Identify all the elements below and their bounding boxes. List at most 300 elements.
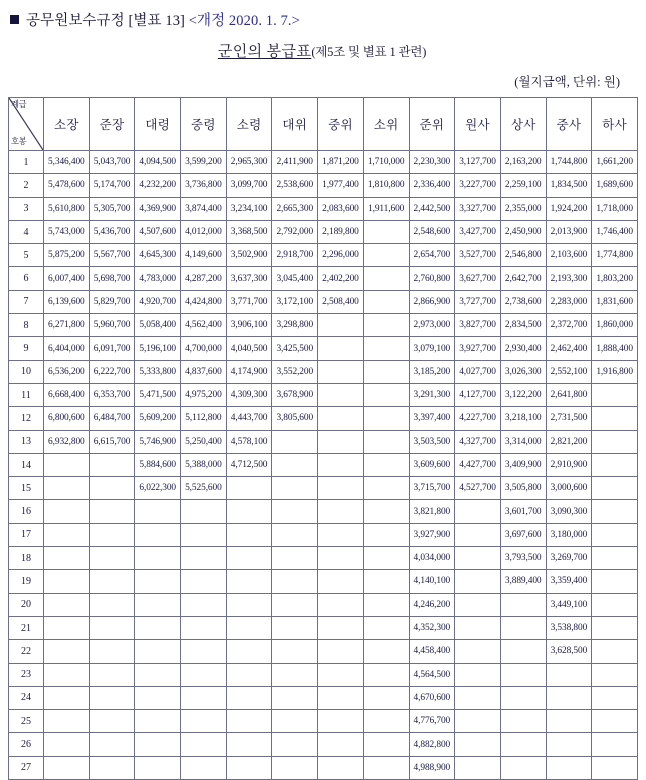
salary-cell-준장: 5,829,700	[89, 290, 135, 313]
salary-cell-소령: 3,637,300	[226, 267, 272, 290]
salary-cell-상사: 3,697,600	[500, 523, 546, 546]
salary-cell-중위	[318, 686, 364, 709]
table-row	[9, 290, 638, 313]
salary-cell-대위: 3,552,200	[272, 360, 318, 383]
salary-cell-중사: 2,552,100	[546, 360, 592, 383]
salary-cell-원사: 3,827,700	[455, 314, 501, 337]
salary-cell-소장	[44, 500, 90, 523]
salary-cell-준위: 4,776,700	[409, 710, 455, 733]
salary-cell-준장	[89, 686, 135, 709]
salary-cell-대령	[135, 523, 181, 546]
salary-cell-준위: 4,882,800	[409, 733, 455, 756]
salary-cell-준위: 2,654,700	[409, 244, 455, 267]
salary-cell-대위: 3,045,400	[272, 267, 318, 290]
column-header-8: 준위	[409, 98, 455, 151]
salary-cell-소령: 4,443,700	[226, 407, 272, 430]
salary-cell-원사	[455, 570, 501, 593]
salary-cell-중사	[546, 686, 592, 709]
salary-cell-준위: 2,973,000	[409, 314, 455, 337]
table-header	[9, 98, 638, 151]
salary-cell-준위: 4,140,100	[409, 570, 455, 593]
salary-cell-상사: 3,026,300	[500, 360, 546, 383]
salary-cell-소위	[363, 337, 409, 360]
salary-cell-하사: 1,774,800	[592, 244, 638, 267]
salary-cell-소령	[226, 710, 272, 733]
salary-cell-중사: 3,359,400	[546, 570, 592, 593]
salary-cell-중령: 4,149,600	[181, 244, 227, 267]
salary-cell-상사: 2,163,200	[500, 151, 546, 174]
salary-cell-준장: 5,567,700	[89, 244, 135, 267]
salary-cell-상사: 2,546,800	[500, 244, 546, 267]
salary-cell-중령	[181, 710, 227, 733]
salary-cell-소령	[226, 663, 272, 686]
salary-cell-준위: 3,185,200	[409, 360, 455, 383]
salary-cell-준장: 6,484,700	[89, 407, 135, 430]
salary-cell-하사: 1,746,400	[592, 220, 638, 243]
salary-cell-소장	[44, 733, 90, 756]
salary-cell-대위: 3,805,600	[272, 407, 318, 430]
salary-cell-소위	[363, 733, 409, 756]
salary-cell-대령	[135, 663, 181, 686]
salary-cell-하사	[592, 547, 638, 570]
salary-cell-대위	[272, 570, 318, 593]
table-row	[9, 244, 638, 267]
salary-cell-중사	[546, 663, 592, 686]
step-number-cell: 6	[9, 267, 44, 290]
salary-cell-소장: 6,271,800	[44, 314, 90, 337]
salary-cell-하사	[592, 430, 638, 453]
salary-cell-하사: 1,661,200	[592, 151, 638, 174]
salary-cell-준위: 2,442,500	[409, 197, 455, 220]
salary-cell-준위: 4,670,600	[409, 686, 455, 709]
salary-cell-대위: 2,918,700	[272, 244, 318, 267]
salary-cell-상사: 3,889,400	[500, 570, 546, 593]
table-body	[9, 151, 638, 780]
column-header-7: 소위	[363, 98, 409, 151]
salary-cell-소위	[363, 616, 409, 639]
salary-cell-소장	[44, 547, 90, 570]
salary-cell-중위: 2,402,200	[318, 267, 364, 290]
salary-cell-하사	[592, 593, 638, 616]
salary-cell-중사: 3,000,600	[546, 477, 592, 500]
salary-cell-하사	[592, 383, 638, 406]
salary-cell-준위: 3,503,500	[409, 430, 455, 453]
salary-cell-준장	[89, 640, 135, 663]
salary-cell-소위	[363, 290, 409, 313]
salary-cell-소령: 4,174,900	[226, 360, 272, 383]
salary-cell-대령	[135, 733, 181, 756]
salary-cell-대위	[272, 593, 318, 616]
salary-cell-원사	[455, 523, 501, 546]
salary-cell-소장	[44, 616, 90, 639]
revision-note: <개정 2020. 1. 7.>	[188, 13, 300, 29]
salary-cell-원사: 4,327,700	[455, 430, 501, 453]
step-number-cell: 3	[9, 197, 44, 220]
salary-cell-대위	[272, 710, 318, 733]
salary-cell-준장	[89, 663, 135, 686]
salary-cell-소장: 6,800,600	[44, 407, 90, 430]
step-number-cell: 15	[9, 477, 44, 500]
step-number-cell: 14	[9, 453, 44, 476]
salary-cell-중령	[181, 733, 227, 756]
salary-cell-중령	[181, 640, 227, 663]
salary-cell-상사	[500, 686, 546, 709]
salary-cell-중령: 5,250,400	[181, 430, 227, 453]
salary-cell-중령: 4,700,000	[181, 337, 227, 360]
salary-cell-상사: 3,601,700	[500, 500, 546, 523]
column-header-11: 중사	[546, 98, 592, 151]
salary-cell-상사	[500, 663, 546, 686]
salary-cell-대령: 4,645,300	[135, 244, 181, 267]
salary-cell-중위	[318, 314, 364, 337]
salary-cell-원사	[455, 733, 501, 756]
salary-cell-원사: 3,227,700	[455, 174, 501, 197]
salary-cell-소위	[363, 220, 409, 243]
salary-cell-상사	[500, 593, 546, 616]
salary-cell-준장: 5,174,700	[89, 174, 135, 197]
salary-cell-소위: 1,710,000	[363, 151, 409, 174]
rank-step-corner-header	[9, 98, 44, 151]
salary-cell-하사: 1,718,000	[592, 197, 638, 220]
salary-cell-소령: 4,309,300	[226, 383, 272, 406]
salary-cell-소장: 5,610,800	[44, 197, 90, 220]
step-number-cell: 10	[9, 360, 44, 383]
table-row	[9, 593, 638, 616]
salary-cell-준장	[89, 547, 135, 570]
column-header-4: 소령	[226, 98, 272, 151]
step-number-cell: 5	[9, 244, 44, 267]
salary-cell-준장: 6,091,700	[89, 337, 135, 360]
salary-cell-중령: 5,525,600	[181, 477, 227, 500]
salary-cell-원사: 4,227,700	[455, 407, 501, 430]
salary-cell-준장: 5,698,700	[89, 267, 135, 290]
table-row	[9, 151, 638, 174]
column-header-9: 원사	[455, 98, 501, 151]
salary-cell-소위	[363, 593, 409, 616]
salary-cell-상사: 3,793,500	[500, 547, 546, 570]
salary-cell-대령: 4,369,900	[135, 197, 181, 220]
salary-cell-중사: 2,641,800	[546, 383, 592, 406]
salary-cell-원사: 3,427,700	[455, 220, 501, 243]
salary-cell-원사: 3,727,700	[455, 290, 501, 313]
salary-cell-하사	[592, 407, 638, 430]
salary-cell-대위: 2,665,300	[272, 197, 318, 220]
salary-cell-대령	[135, 710, 181, 733]
salary-cell-소령	[226, 616, 272, 639]
salary-cell-중사: 3,628,500	[546, 640, 592, 663]
salary-cell-중사: 3,180,000	[546, 523, 592, 546]
salary-cell-대령: 5,058,400	[135, 314, 181, 337]
salary-cell-소장: 6,139,600	[44, 290, 90, 313]
salary-cell-대위	[272, 756, 318, 779]
salary-cell-소령	[226, 500, 272, 523]
salary-cell-상사	[500, 733, 546, 756]
salary-cell-소위: 1,911,600	[363, 197, 409, 220]
salary-cell-상사: 2,834,500	[500, 314, 546, 337]
salary-cell-준위: 2,230,300	[409, 151, 455, 174]
step-number-cell: 23	[9, 663, 44, 686]
salary-cell-중위: 1,977,400	[318, 174, 364, 197]
salary-cell-준위: 4,458,400	[409, 640, 455, 663]
salary-cell-소위	[363, 244, 409, 267]
salary-cell-준장: 6,615,700	[89, 430, 135, 453]
salary-cell-소위	[363, 477, 409, 500]
salary-cell-원사: 3,127,700	[455, 151, 501, 174]
salary-cell-대령	[135, 500, 181, 523]
salary-cell-소령: 3,234,100	[226, 197, 272, 220]
salary-cell-대령: 4,920,700	[135, 290, 181, 313]
salary-cell-하사	[592, 500, 638, 523]
column-header-10: 상사	[500, 98, 546, 151]
salary-cell-상사: 2,738,600	[500, 290, 546, 313]
salary-cell-하사: 1,888,400	[592, 337, 638, 360]
salary-cell-소령: 3,368,500	[226, 220, 272, 243]
salary-cell-상사: 3,505,800	[500, 477, 546, 500]
table-row	[9, 453, 638, 476]
salary-cell-중위	[318, 593, 364, 616]
step-number-cell: 7	[9, 290, 44, 313]
salary-cell-준장	[89, 710, 135, 733]
salary-cell-중위	[318, 570, 364, 593]
salary-cell-준위: 2,336,400	[409, 174, 455, 197]
salary-cell-대위: 2,538,600	[272, 174, 318, 197]
salary-cell-준장	[89, 570, 135, 593]
salary-cell-소위	[363, 453, 409, 476]
salary-cell-소장: 5,346,400	[44, 151, 90, 174]
salary-cell-준위: 3,821,800	[409, 500, 455, 523]
salary-cell-하사	[592, 756, 638, 779]
salary-cell-준위: 4,034,000	[409, 547, 455, 570]
salary-cell-중위	[318, 383, 364, 406]
salary-cell-중위	[318, 756, 364, 779]
salary-cell-대위: 2,792,000	[272, 220, 318, 243]
table-row	[9, 360, 638, 383]
salary-cell-대위	[272, 733, 318, 756]
salary-cell-중령: 4,562,400	[181, 314, 227, 337]
salary-cell-중사	[546, 733, 592, 756]
step-number-cell: 19	[9, 570, 44, 593]
salary-cell-준장: 5,436,700	[89, 220, 135, 243]
salary-cell-원사	[455, 547, 501, 570]
salary-cell-하사	[592, 710, 638, 733]
salary-cell-준장: 5,960,700	[89, 314, 135, 337]
column-header-1: 준장	[89, 98, 135, 151]
salary-cell-대위	[272, 547, 318, 570]
table-row	[9, 383, 638, 406]
regulation-title: 공무원보수규정 [별표 13]	[26, 13, 185, 29]
salary-cell-중사: 2,731,500	[546, 407, 592, 430]
salary-cell-준위: 4,564,500	[409, 663, 455, 686]
salary-cell-대위	[272, 616, 318, 639]
salary-cell-대령	[135, 686, 181, 709]
salary-cell-소령: 4,712,500	[226, 453, 272, 476]
salary-cell-중사: 1,744,800	[546, 151, 592, 174]
salary-cell-대령: 4,507,600	[135, 220, 181, 243]
salary-cell-중사: 2,910,900	[546, 453, 592, 476]
salary-cell-소령	[226, 686, 272, 709]
salary-cell-원사: 3,327,700	[455, 197, 501, 220]
salary-cell-원사: 4,427,700	[455, 453, 501, 476]
salary-cell-중사: 3,269,700	[546, 547, 592, 570]
salary-cell-준장	[89, 477, 135, 500]
salary-cell-준위: 2,866,900	[409, 290, 455, 313]
salary-cell-원사: 3,627,700	[455, 267, 501, 290]
corner-label-step: 호봉	[11, 136, 27, 146]
salary-cell-준위: 2,548,600	[409, 220, 455, 243]
salary-cell-하사: 1,803,200	[592, 267, 638, 290]
salary-cell-중위	[318, 663, 364, 686]
unit-note: (월지급액, 단위: 원)	[514, 75, 620, 89]
salary-cell-소령	[226, 547, 272, 570]
salary-cell-소위	[363, 547, 409, 570]
salary-cell-준위: 3,291,300	[409, 383, 455, 406]
salary-cell-상사: 2,259,100	[500, 174, 546, 197]
salary-cell-원사	[455, 663, 501, 686]
salary-cell-중령: 4,424,800	[181, 290, 227, 313]
salary-cell-소위: 1,810,800	[363, 174, 409, 197]
salary-cell-대령: 4,232,200	[135, 174, 181, 197]
step-number-cell: 2	[9, 174, 44, 197]
salary-cell-대위	[272, 430, 318, 453]
table-row	[9, 686, 638, 709]
salary-cell-대령: 4,783,000	[135, 267, 181, 290]
salary-cell-하사: 1,916,800	[592, 360, 638, 383]
salary-cell-준장: 5,305,700	[89, 197, 135, 220]
salary-cell-소령	[226, 640, 272, 663]
salary-cell-소장: 6,932,800	[44, 430, 90, 453]
salary-cell-중령: 3,874,400	[181, 197, 227, 220]
salary-cell-상사: 3,122,200	[500, 383, 546, 406]
salary-cell-중위	[318, 733, 364, 756]
step-number-cell: 4	[9, 220, 44, 243]
salary-cell-중위	[318, 407, 364, 430]
table-row	[9, 430, 638, 453]
corner-label-rank: 계급	[11, 100, 27, 109]
column-header-12: 하사	[592, 98, 638, 151]
salary-cell-하사	[592, 733, 638, 756]
salary-cell-준위: 3,715,700	[409, 477, 455, 500]
salary-cell-대령	[135, 593, 181, 616]
salary-cell-준장: 6,353,700	[89, 383, 135, 406]
salary-cell-원사: 4,127,700	[455, 383, 501, 406]
salary-cell-준위: 4,352,300	[409, 616, 455, 639]
salary-cell-소장	[44, 477, 90, 500]
salary-cell-중사: 1,834,500	[546, 174, 592, 197]
salary-cell-소위	[363, 686, 409, 709]
step-number-cell: 9	[9, 337, 44, 360]
salary-cell-준장	[89, 523, 135, 546]
salary-cell-소장: 5,478,600	[44, 174, 90, 197]
salary-cell-중령	[181, 570, 227, 593]
salary-cell-중사: 2,193,300	[546, 267, 592, 290]
salary-cell-중령: 4,837,600	[181, 360, 227, 383]
salary-cell-소위	[363, 407, 409, 430]
salary-cell-중사: 2,372,700	[546, 314, 592, 337]
salary-cell-중령	[181, 593, 227, 616]
salary-cell-중사: 3,538,800	[546, 616, 592, 639]
salary-cell-준장	[89, 616, 135, 639]
column-header-6: 중위	[318, 98, 364, 151]
salary-cell-중령: 5,388,000	[181, 453, 227, 476]
salary-cell-하사: 1,689,600	[592, 174, 638, 197]
salary-cell-대위: 3,678,900	[272, 383, 318, 406]
salary-cell-준장	[89, 733, 135, 756]
salary-cell-상사: 2,930,400	[500, 337, 546, 360]
step-number-cell: 1	[9, 151, 44, 174]
table-row	[9, 710, 638, 733]
salary-cell-상사: 2,642,700	[500, 267, 546, 290]
salary-cell-소장	[44, 663, 90, 686]
salary-cell-상사: 3,409,900	[500, 453, 546, 476]
salary-cell-중위	[318, 337, 364, 360]
salary-cell-준위: 3,609,600	[409, 453, 455, 476]
column-header-2: 대령	[135, 98, 181, 151]
step-number-cell: 18	[9, 547, 44, 570]
step-number-cell: 20	[9, 593, 44, 616]
salary-cell-대령: 5,333,800	[135, 360, 181, 383]
salary-cell-중사: 2,462,400	[546, 337, 592, 360]
salary-cell-하사	[592, 477, 638, 500]
salary-cell-원사	[455, 593, 501, 616]
table-row	[9, 314, 638, 337]
column-header-3: 중령	[181, 98, 227, 151]
salary-cell-소령	[226, 477, 272, 500]
salary-cell-중위: 1,871,200	[318, 151, 364, 174]
salary-cell-중령	[181, 756, 227, 779]
salary-cell-원사	[455, 500, 501, 523]
salary-cell-중위	[318, 500, 364, 523]
salary-cell-원사	[455, 710, 501, 733]
step-number-cell: 12	[9, 407, 44, 430]
salary-cell-중위	[318, 710, 364, 733]
salary-cell-원사: 3,927,700	[455, 337, 501, 360]
salary-cell-중사: 2,013,900	[546, 220, 592, 243]
step-number-cell: 27	[9, 756, 44, 779]
salary-cell-중사: 3,449,100	[546, 593, 592, 616]
salary-cell-하사	[592, 640, 638, 663]
salary-cell-소위	[363, 756, 409, 779]
salary-cell-소장	[44, 453, 90, 476]
salary-cell-중령	[181, 616, 227, 639]
step-number-cell: 22	[9, 640, 44, 663]
column-header-0: 소장	[44, 98, 90, 151]
salary-cell-소령: 3,502,900	[226, 244, 272, 267]
salary-cell-소위	[363, 430, 409, 453]
salary-cell-소령: 4,040,500	[226, 337, 272, 360]
salary-cell-소장	[44, 710, 90, 733]
salary-cell-하사	[592, 686, 638, 709]
salary-cell-소장	[44, 570, 90, 593]
page-title-main: 군인의 봉급표	[217, 44, 312, 60]
step-number-cell: 13	[9, 430, 44, 453]
salary-cell-대위: 2,411,900	[272, 151, 318, 174]
step-number-cell: 25	[9, 710, 44, 733]
salary-cell-중사: 2,103,600	[546, 244, 592, 267]
table-row	[9, 407, 638, 430]
salary-cell-소위	[363, 523, 409, 546]
salary-cell-준위: 3,079,100	[409, 337, 455, 360]
column-header-5: 대위	[272, 98, 318, 151]
salary-cell-대령: 5,884,600	[135, 453, 181, 476]
table-row	[9, 500, 638, 523]
salary-cell-중위	[318, 640, 364, 663]
salary-cell-준장	[89, 500, 135, 523]
salary-cell-중령	[181, 523, 227, 546]
salary-cell-중령: 4,012,000	[181, 220, 227, 243]
salary-cell-대령	[135, 616, 181, 639]
salary-cell-중사: 1,924,200	[546, 197, 592, 220]
salary-cell-소령	[226, 523, 272, 546]
